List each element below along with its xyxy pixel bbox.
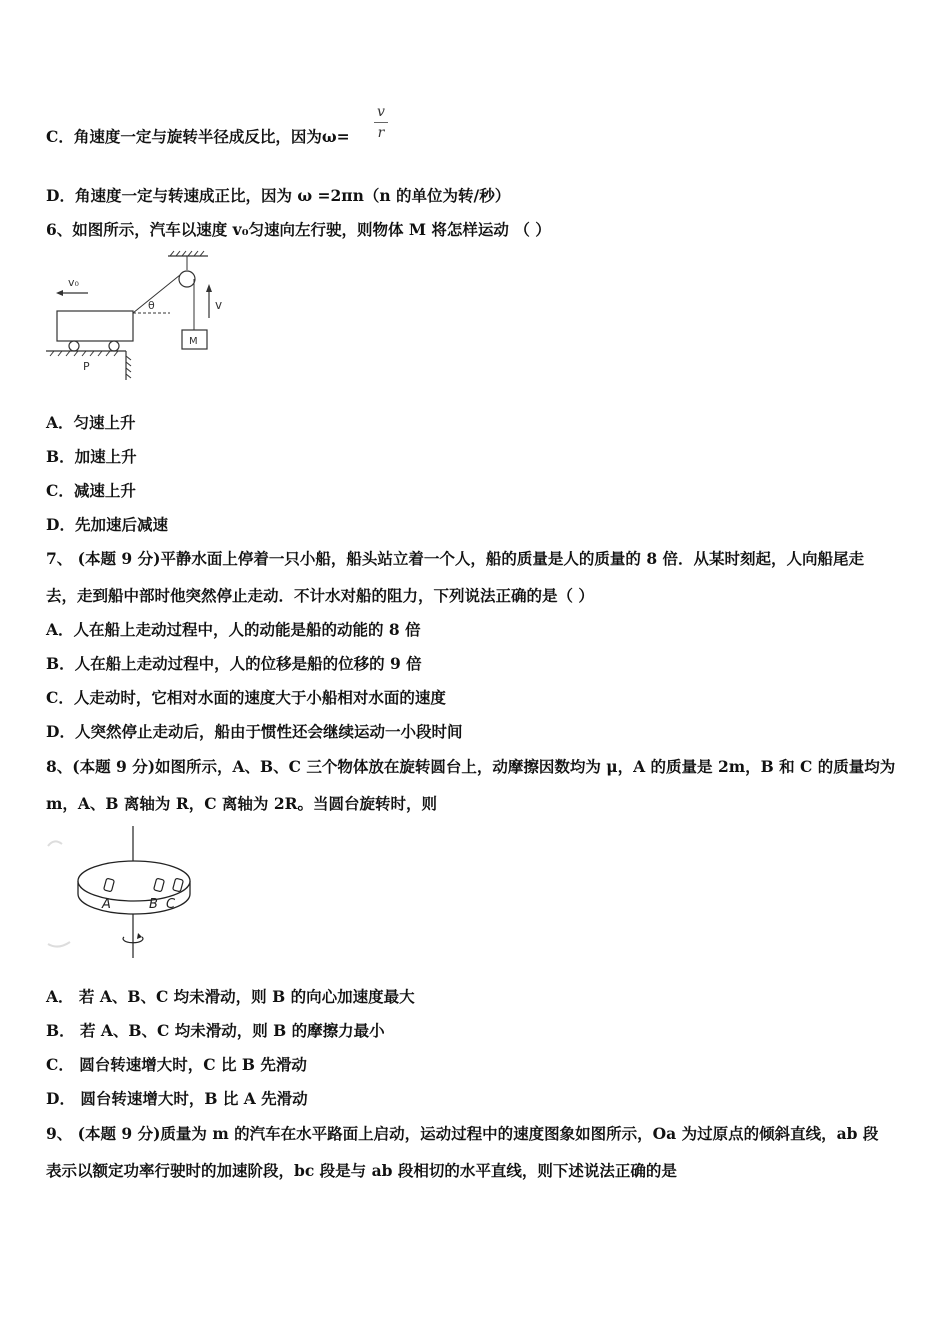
- q8-figure-turntable: [44, 824, 204, 964]
- fraction-denominator: r: [377, 125, 385, 141]
- label-c: C: [166, 897, 176, 912]
- q8-option-d: D． 圆台转速增大时，B 比 A 先滑动: [46, 1089, 308, 1108]
- q6-figure-car-pulley: [44, 248, 234, 383]
- q5-fraction-v-over-r: [370, 104, 392, 141]
- q7-stem-line1: 7、 (本题 9 分)平静水面上停着一只小船，船头站立着一个人，船的质量是人的质量的 8 倍．从某时刻起，人向船尾走: [46, 549, 865, 568]
- label-b: B: [149, 897, 158, 912]
- q6-stem: 6、如图所示，汽车以速度 v₀匀速向左行驶，则物体 M 将怎样运动 （ ）: [46, 220, 551, 239]
- q8-option-c: C． 圆台转速增大时，C 比 B 先滑动: [46, 1055, 307, 1074]
- q6-option-c: C．减速上升: [46, 481, 136, 500]
- fraction-bar: [374, 122, 388, 123]
- label-a: A: [102, 897, 111, 912]
- q9-stem-line1: 9、 (本题 9 分)质量为 m 的汽车在水平路面上启动，运动过程中的速度图象如图所示，Oa 为过原点的倾斜直线，ab 段: [46, 1124, 879, 1143]
- q6-option-b: B．加速上升: [46, 447, 137, 466]
- fraction-numerator: v: [377, 104, 385, 120]
- q6-option-d: D．先加速后减速: [46, 515, 168, 534]
- q7-stem-line2: 去，走到船中部时他突然停止走动．不计水对船的阻力，下列说法正确的是（ ）: [46, 586, 594, 605]
- q5-option-c: C．角速度一定与旋转半径成反比，因为ω=: [46, 127, 350, 146]
- theta-label: θ: [148, 299, 155, 312]
- q6-option-a: A．匀速上升: [46, 413, 136, 432]
- v-label: v: [215, 298, 223, 312]
- q7-option-d: D．人突然停止走动后，船由于惯性还会继续运动一小段时间: [46, 722, 463, 741]
- q8-stem-line2: m，A、B 离轴为 R，C 离轴为 2R。当圆台旋转时，则: [46, 794, 437, 813]
- q7-option-b: B．人在船上走动过程中，人的位移是船的位移的 9 倍: [46, 654, 422, 673]
- q8-option-b: B． 若 A、B、C 均未滑动，则 B 的摩擦力最小: [46, 1021, 385, 1040]
- q8-stem-line1: 8、(本题 9 分)如图所示，A、B、C 三个物体放在旋转圆台上，动摩擦因数均为 μ，A 的质量是 2m，B 和 C 的质量均为: [46, 757, 896, 776]
- q7-option-c: C．人走动时，它相对水面的速度大于小船相对水面的速度: [46, 688, 446, 707]
- q9-stem-line2: 表示以额定功率行驶时的加速阶段，bc 段是与 ab 段相切的水平直线，则下述说法正确的是: [46, 1161, 677, 1180]
- q7-option-a: A．人在船上走动过程中，人的动能是船的动能的 8 倍: [46, 620, 421, 639]
- v0-label: v₀: [68, 276, 79, 289]
- p-label: P: [83, 360, 90, 373]
- q5-option-d: D．角速度一定与转速成正比，因为 ω =2πn（n 的单位为转/秒）: [46, 186, 511, 205]
- q8-option-a: A． 若 A、B、C 均未滑动，则 B 的向心加速度最大: [46, 987, 415, 1006]
- m-label: M: [189, 336, 198, 347]
